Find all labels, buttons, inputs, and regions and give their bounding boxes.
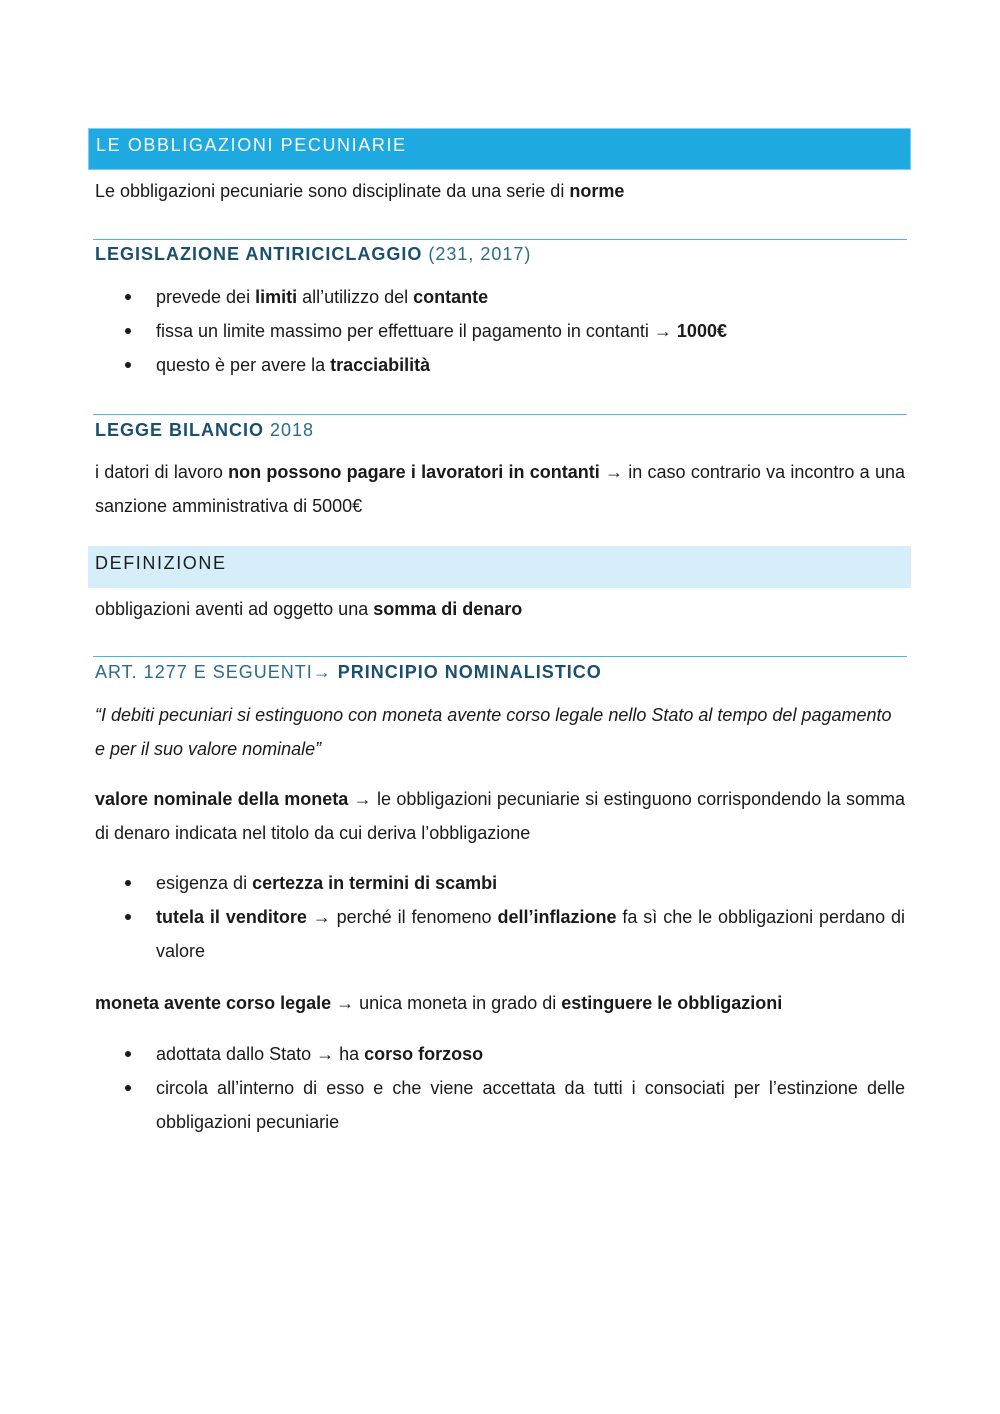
intro-paragraph: Le obbligazioni pecuniarie sono disciplinate da una serie di norme — [95, 181, 625, 201]
art-1277-quote: “I debiti pecuniari si estinguono con moneta avente corso legale nello Stato al tempo del pagamento e per il suo valore nominale” — [95, 705, 892, 759]
list-item: tutela il venditore → perché il fenomeno dell’inflazione fa sì che le obbligazioni perdano di valore — [95, 900, 905, 968]
valore-nominale-list — [95, 866, 905, 968]
list-item: adottata dallo Stato → ha corso forzoso — [95, 1037, 905, 1071]
list-item: esigenza di certezza in termini di scambi — [95, 866, 905, 900]
valore-nominale-paragraph: valore nominale della moneta → le obbligazioni pecuniarie si estinguono corrispondendo la somma di denaro indicata nel titolo da cui deriva l’obbligazione — [95, 789, 905, 843]
legge-bilancio-paragraph: i datori di lavoro non possono pagare i lavoratori in contanti → in caso contrario va incontro a una sanzione amministrativa di 5000€ — [95, 462, 905, 516]
intro-bold: norme — [569, 181, 625, 201]
definizione-paragraph: obbligazioni aventi ad oggetto una somma di denaro — [95, 599, 523, 619]
section-heading-antiriciclaggio: LEGISLAZIONE ANTIRICICLAGGIO (231, 2017) — [95, 244, 532, 264]
title-banner — [88, 128, 911, 170]
corso-legale-paragraph: moneta avente corso legale → unica moneta in grado di estinguere le obbligazioni — [95, 993, 783, 1013]
section-heading-legge-bilancio: LEGGE BILANCIO 2018 — [95, 420, 315, 440]
page-title: LE OBBLIGAZIONI PECUNIARIE — [96, 135, 407, 155]
section-heading-principio-nominalistico: ART. 1277 E SEGUENTI→ PRINCIPIO NOMINALISTICO — [95, 662, 602, 682]
corso-legale-list — [95, 1037, 905, 1139]
definizione-label: DEFINIZIONE — [95, 553, 227, 573]
list-item: circola all’interno di esso e che viene accettata da tutti i consociati per l’estinzione delle obbligazioni pecuniarie — [95, 1071, 905, 1139]
list-item: prevede dei limiti all’utilizzo del contante — [95, 280, 905, 314]
antiriciclaggio-list — [95, 280, 905, 382]
list-item: fissa un limite massimo per effettuare il pagamento in contanti → 1000€ — [95, 314, 905, 348]
list-item: questo è per avere la tracciabilità — [95, 348, 905, 382]
definizione-banner — [88, 546, 911, 588]
